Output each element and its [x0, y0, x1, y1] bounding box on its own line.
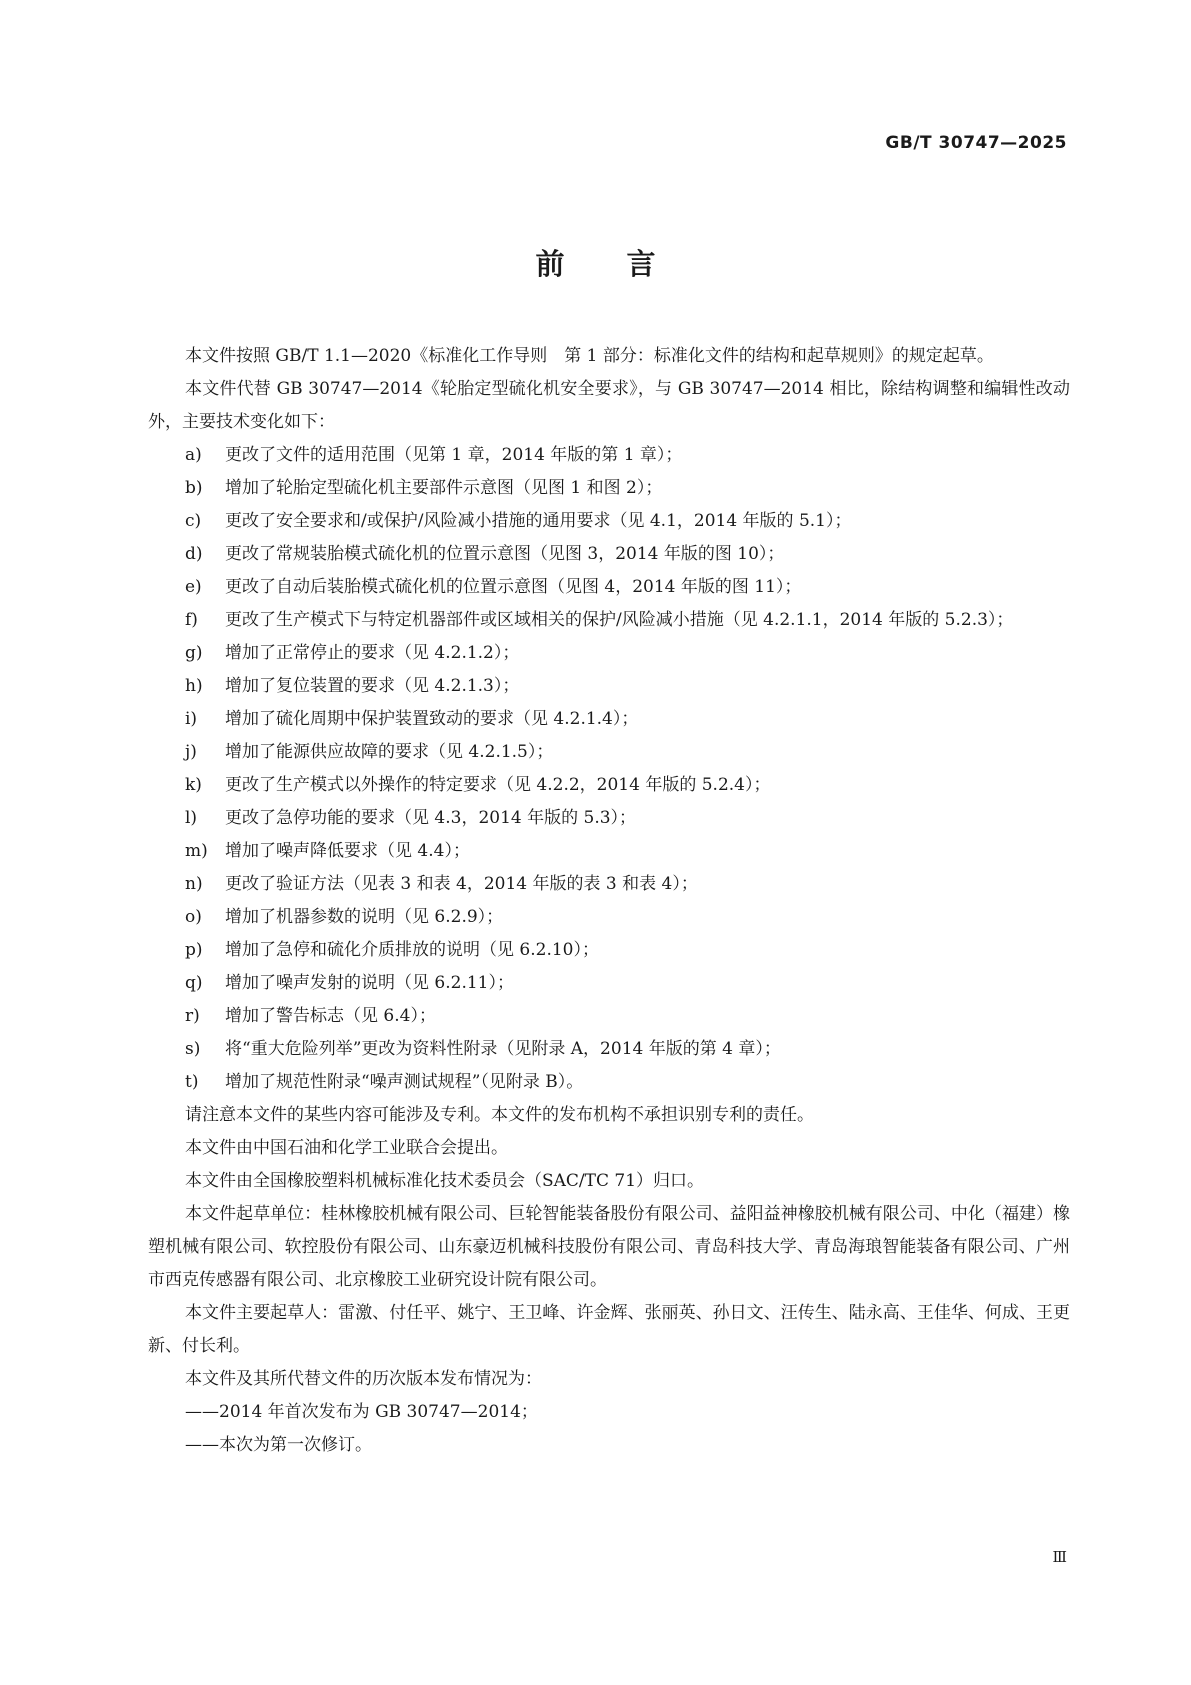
history-item: ——本次为第一次修订。: [185, 1435, 372, 1455]
paragraph-replacement: 本文件代替 GB 30747—2014《轮胎定型硫化机安全要求》，与 GB 30747—2014 相比，除结构调整和编辑性改动外，主要技术变化如下：: [148, 379, 1070, 432]
list-item-label: t): [185, 1072, 199, 1092]
list-item-text: 增加了急停和硫化介质排放的说明（见 6.2.10）；: [225, 940, 599, 960]
list-item: [148, 967, 1070, 1000]
paragraph-patent-notice: 请注意本文件的某些内容可能涉及专利。本文件的发布机构不承担识别专利的责任。: [185, 1105, 814, 1125]
list-item-label: j): [185, 742, 197, 762]
list-item-label: k): [185, 775, 202, 795]
list-item-text: 更改了生产模式以外操作的特定要求（见 4.2.2，2014 年版的 5.2.4）；: [225, 775, 771, 795]
list-item-label: r): [185, 1006, 200, 1026]
list-item: [148, 934, 1070, 967]
list-item-text: 增加了轮胎定型硫化机主要部件示意图（见图 1 和图 2）；: [225, 478, 663, 498]
list-item: [148, 604, 1070, 637]
list-item-text: 增加了噪声降低要求（见 4.4）；: [225, 841, 470, 861]
list-item-label: b): [185, 478, 203, 498]
list-item: [148, 1066, 1070, 1099]
list-item-text: 更改了急停功能的要求（见 4.3，2014 年版的 5.3）；: [225, 808, 637, 828]
list-item: [148, 835, 1070, 868]
paragraph-proposer: 本文件由中国石油和化学工业联合会提出。: [185, 1138, 508, 1158]
list-item: [148, 538, 1070, 571]
list-item: [148, 736, 1070, 769]
list-item-label: n): [185, 874, 203, 894]
list-item-label: e): [185, 577, 202, 597]
list-item-label: l): [185, 808, 198, 828]
list-item-label: c): [185, 511, 202, 531]
list-item: [148, 703, 1070, 736]
list-item-label: s): [185, 1039, 201, 1059]
list-item-text: 增加了复位装置的要求（见 4.2.1.3）；: [225, 676, 520, 696]
paragraph-history-intro: 本文件及其所代替文件的历次版本发布情况为：: [185, 1369, 542, 1389]
list-item-text: 更改了自动后装胎模式硫化机的位置示意图（见图 4，2014 年版的图 11）；: [225, 577, 802, 597]
paragraph-drafters: 本文件主要起草人：雷激、付任平、姚宁、王卫峰、许金辉、张丽英、孙日文、汪传生、陆永高、王佳华、何成、王更新、付长利。: [148, 1303, 1070, 1356]
list-item-text: 增加了硫化周期中保护装置致动的要求（见 4.2.1.4）；: [225, 709, 639, 729]
standard-code: GB/T 30747—2025: [885, 133, 1067, 153]
page-title: 前言: [535, 247, 718, 281]
list-item: [148, 769, 1070, 802]
paragraph-committee: 本文件由全国橡胶塑料机械标准化技术委员会（SAC/TC 71）归口。: [185, 1171, 705, 1191]
list-item: [148, 637, 1070, 670]
list-item: [148, 1000, 1070, 1033]
list-item-text: 增加了警告标志（见 6.4）；: [225, 1006, 436, 1026]
list-item: [148, 1033, 1070, 1066]
list-item-label: q): [185, 973, 203, 993]
list-item-label: f): [185, 610, 198, 630]
list-item-label: h): [185, 676, 203, 696]
history-item: ——2014 年首次发布为 GB 30747—2014；: [185, 1402, 538, 1422]
list-item-label: p): [185, 940, 203, 960]
list-item-label: d): [185, 544, 203, 564]
list-item: [148, 868, 1070, 901]
list-item-text: 增加了正常停止的要求（见 4.2.1.2）；: [225, 643, 520, 663]
list-item-text: 增加了规范性附录“噪声测试规程”（见附录 B）。: [225, 1072, 584, 1092]
list-item: [148, 901, 1070, 934]
list-item-text: 更改了生产模式下与特定机器部件或区域相关的保护/风险减小措施（见 4.2.1.1，2014 年版的 5.2.3）；: [225, 610, 1014, 630]
list-item-label: a): [185, 445, 202, 465]
list-item-label: o): [185, 907, 202, 927]
list-item-text: 增加了机器参数的说明（见 6.2.9）；: [225, 907, 504, 927]
changes-list: [148, 439, 1070, 1099]
list-item-text: 更改了安全要求和/或保护/风险减小措施的通用要求（见 4.1，2014 年版的 5.1）；: [225, 511, 852, 531]
list-item-text: 将“重大危险列举”更改为资料性附录（见附录 A，2014 年版的第 4 章）；: [225, 1039, 781, 1059]
list-item-label: m): [185, 841, 208, 861]
list-item: [148, 472, 1070, 505]
list-item: [148, 571, 1070, 604]
list-item-text: 增加了噪声发射的说明（见 6.2.11）；: [225, 973, 514, 993]
list-item-text: 更改了常规装胎模式硫化机的位置示意图（见图 3，2014 年版的图 10）；: [225, 544, 785, 564]
page-number: Ⅲ: [1052, 1548, 1067, 1566]
list-item: [148, 505, 1070, 538]
paragraph-drafting-basis: 本文件按照 GB/T 1.1—2020《标准化工作导则 第 1 部分：标准化文件的结构和起草规则》的规定起草。: [185, 346, 994, 366]
list-item-label: i): [185, 709, 198, 729]
list-item: [148, 802, 1070, 835]
paragraph-drafting-units: 本文件起草单位：桂林橡胶机械有限公司、巨轮智能装备股份有限公司、益阳益神橡胶机械有限公司、中化（福建）橡塑机械有限公司、软控股份有限公司、山东豪迈机械科技股份有限公司、青岛科技大学、青岛海琅智能装备有限公司、广州市西克传感器有限公司、北京橡胶工业研究设计院有限公司。: [148, 1204, 1070, 1290]
list-item-label: g): [185, 643, 203, 663]
list-item: [148, 670, 1070, 703]
foreword-body: [148, 340, 1070, 1462]
list-item-text: 更改了验证方法（见表 3 和表 4，2014 年版的表 3 和表 4）；: [225, 874, 698, 894]
list-item-text: 增加了能源供应故障的要求（见 4.2.1.5）；: [225, 742, 554, 762]
list-item-text: 更改了文件的适用范围（见第 1 章，2014 年版的第 1 章）；: [225, 445, 683, 465]
list-item: [148, 439, 1070, 472]
